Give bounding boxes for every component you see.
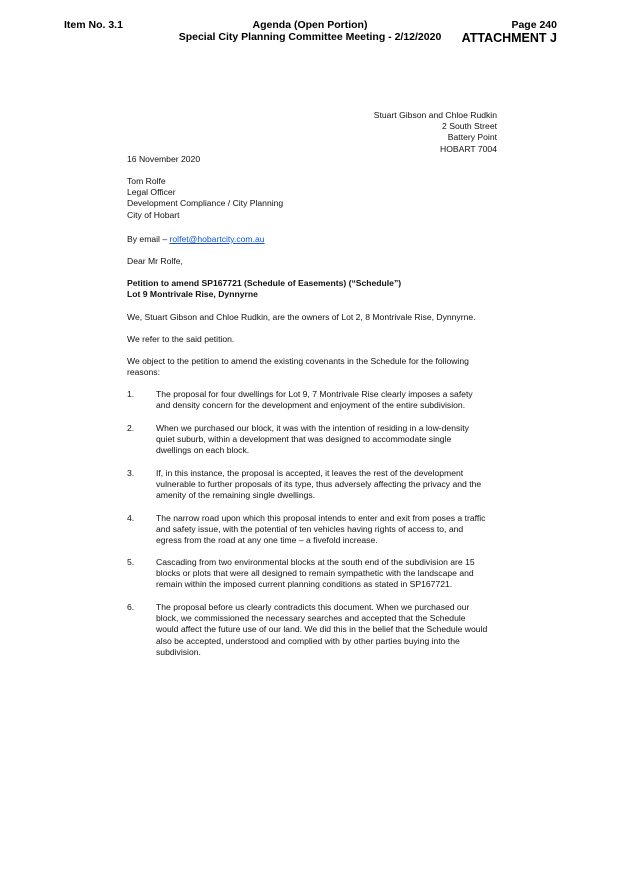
sender-address-line: HOBART 7004 xyxy=(439,143,497,154)
sender-address-line: Battery Point xyxy=(447,132,497,143)
reason-text xyxy=(156,423,497,457)
reason-number: 2. xyxy=(127,423,135,433)
attachment-label: ATTACHMENT J xyxy=(461,31,557,45)
reason-line: quiet suburb, within a development that was designed to accommodate single xyxy=(156,434,452,445)
reason-line: remain within the imposed current planning conditions as stated in SP167721. xyxy=(156,579,453,590)
email-prefix: By email – xyxy=(127,234,170,244)
reason-line: block, we commissioned the necessary searches and accepted that the Schedule xyxy=(156,613,466,624)
reason-line: vulnerable to further proposals of its type, thus adversely affecting the privacy and the xyxy=(156,479,482,490)
reason-line: If, in this instance, the proposal is accepted, it leaves the rest of the development xyxy=(156,468,464,478)
page-info xyxy=(440,19,557,45)
reason-text xyxy=(156,389,497,411)
paragraph-owners: We, Stuart Gibson and Chloe Rudkin, are the owners of Lot 2, 8 Montrivale Rise, Dynnyrne. xyxy=(127,312,476,322)
reason-line: and safety issue, with the potential of ten vehicles having rights of access to, and xyxy=(156,524,464,535)
reason-number: 4. xyxy=(127,513,135,523)
reason-line: also be accepted, understood and complied with by other parties buying into the xyxy=(156,635,460,646)
reason-line: When we purchased our block, it was with the intention of residing in a low-density xyxy=(156,423,469,433)
agenda-title: Agenda (Open Portion) xyxy=(252,19,368,31)
page-number: Page 240 xyxy=(511,19,557,31)
letter-date: 16 November 2020 xyxy=(127,154,201,164)
reason-line: amenity of the remaining single dwellings. xyxy=(156,490,316,501)
sender-address xyxy=(374,110,497,155)
subject-heading xyxy=(127,278,401,300)
recipient-line: City of Hobart xyxy=(127,209,180,220)
reason-number: 6. xyxy=(127,602,135,612)
reason-line: The proposal for four dwellings for Lot 9, 7 Montrivale Rise clearly imposes a safety xyxy=(156,389,473,399)
email-line xyxy=(127,234,265,245)
subject-line: Petition to amend SP167721 (Schedule of Easements) (“Schedule”) xyxy=(127,278,402,288)
reason-line: dwellings on each block. xyxy=(156,445,250,456)
reason-line: The narrow road upon which this proposal intends to enter and exit from poses a traffic xyxy=(156,513,486,523)
recipient-line: Legal Officer xyxy=(127,187,176,198)
recipient-block xyxy=(127,176,283,221)
reason-text xyxy=(156,468,497,502)
reason-number: 3. xyxy=(127,468,135,478)
paragraph-object xyxy=(127,356,469,378)
item-number: Item No. 3.1 xyxy=(64,19,123,31)
reason-line: egress from the road at any one time – a fivefold increase. xyxy=(156,535,378,546)
paragraph-refer: We refer to the said petition. xyxy=(127,334,235,344)
sender-address-line: 2 South Street xyxy=(442,121,497,132)
reason-line: The proposal before us clearly contradicts this document. When we purchased our xyxy=(156,602,470,612)
reason-number: 1. xyxy=(127,389,135,399)
recipient-line: Tom Rolfe xyxy=(127,176,166,186)
meeting-title: Special City Planning Committee Meeting - 2/12/2020 xyxy=(178,31,442,43)
reason-line: and density concern for the development and enjoyment of the entire subdivision. xyxy=(156,400,466,411)
reason-line: subdivision. xyxy=(156,646,201,657)
agenda-header xyxy=(140,19,480,43)
recipient-line: Development Compliance / City Planning xyxy=(127,198,284,209)
reason-text xyxy=(156,602,497,658)
reason-text xyxy=(156,557,497,591)
reason-line: Cascading from two environmental blocks at the south end of the subdivision are 15 xyxy=(156,557,475,567)
paragraph-line: reasons: xyxy=(127,367,160,378)
reason-line: would affect the future use of our land. We did this in the belief that the Schedule would xyxy=(156,624,488,635)
email-link[interactable]: rolfet@hobartcity.com.au xyxy=(169,234,265,244)
salutation: Dear Mr Rolfe, xyxy=(127,256,183,266)
reason-text xyxy=(156,513,497,547)
reason-line: blocks or plots that were all designed to remain sympathetic with the landscape and xyxy=(156,568,474,579)
paragraph-line: We object to the petition to amend the existing covenants in the Schedule for the following xyxy=(127,356,469,366)
reason-number: 5. xyxy=(127,557,135,567)
subject-line: Lot 9 Montrivale Rise, Dynnyrne xyxy=(127,289,258,300)
sender-address-line: Stuart Gibson and Chloe Rudkin xyxy=(373,110,497,120)
